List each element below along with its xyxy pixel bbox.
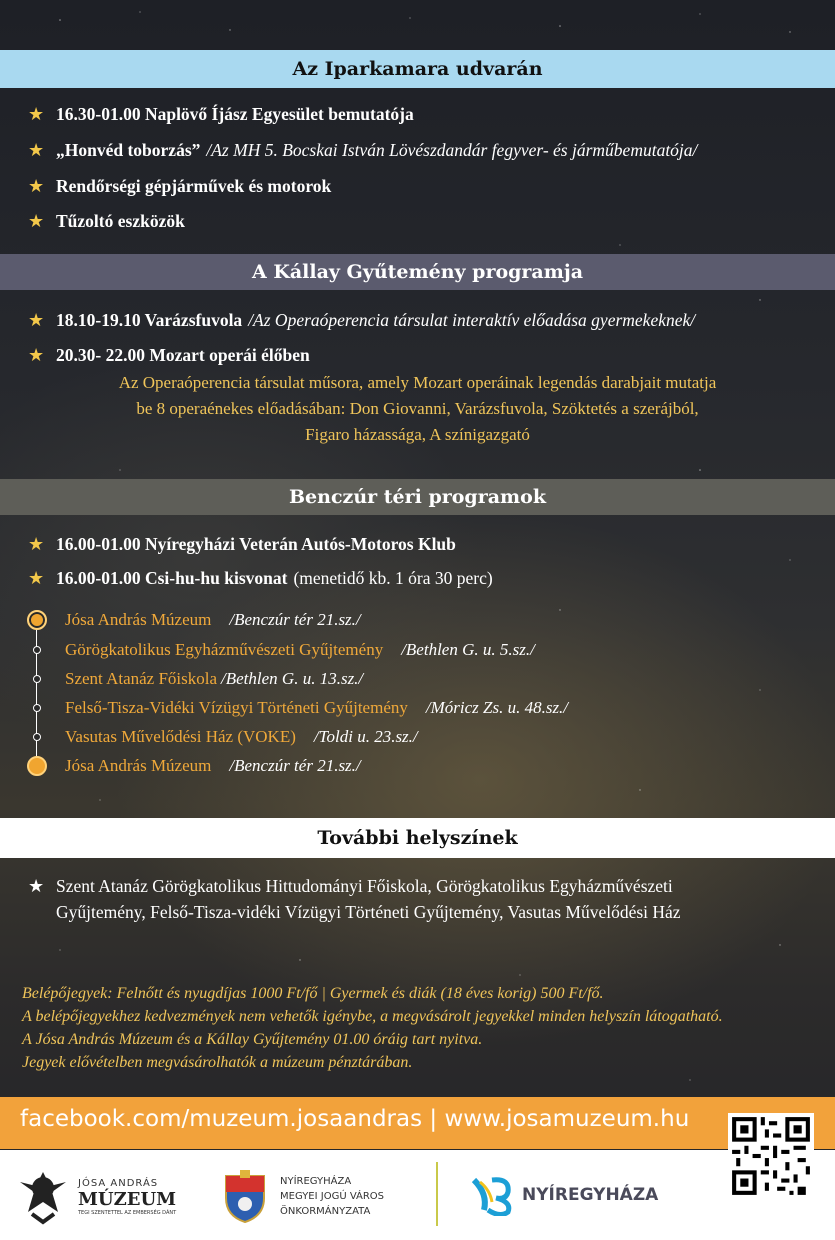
museum-emblem-icon [14,1168,72,1226]
star-icon: ★ [28,211,45,231]
nyiregyhaza-city-logo [222,1168,384,1224]
item-title: 18.10-19.10 Varázsfuvola [56,310,243,330]
list-item [28,345,310,366]
logo-line: NYÍREGYHÁZA [280,1175,352,1187]
section-header-tovabbi [0,818,835,858]
list-item [28,176,331,197]
links-bar [0,1097,835,1149]
logo-line: ÖNKORMÁNYZATA [280,1205,371,1217]
ticket-info [22,982,822,1074]
start-stop-icon [27,610,47,630]
stop-address: /Bethlen G. u. 5.sz./ [401,640,535,659]
brand-name: NYÍREGYHÁZA [522,1185,659,1205]
star-icon: ★ [28,876,45,896]
josa-museum-logo [14,1168,176,1226]
list-item [28,104,414,125]
stop-address: /Toldi u. 23.sz./ [313,727,418,746]
stop-address: /Benczúr tér 21.sz./ [229,610,361,629]
info-line: Jegyek elővételben megvásárolhatók a múzeum pénztárában. [22,1054,413,1071]
section-header-benczur [0,479,835,515]
divider [436,1162,438,1226]
star-icon: ★ [28,104,45,124]
star-icon: ★ [28,310,45,330]
coat-of-arms-icon [222,1168,268,1224]
logo-line: JÓSA ANDRÁS [78,1178,159,1189]
item-note: (menetidő kb. 1 óra 30 perc) [293,568,493,588]
star-icon: ★ [28,568,45,588]
logo-line: MÚZEUM [78,1189,177,1210]
item-title: „Honvéd toborzás” [56,140,201,160]
list-item [28,310,695,331]
stop-name: Felső-Tisza-Vidéki Vízügyi Történeti Gyűjtemény [65,698,408,717]
item-title: Tűzoltó eszközök [56,211,185,231]
qr-code-icon[interactable] [728,1113,814,1199]
location-line: Szent Atanáz Görögkatolikus Hittudományi Főiskola, Görögkatolikus Egyházművészeti [56,876,673,896]
section-title: A Kállay Gyűtemény programja [251,261,584,283]
logo-line: MEGYEI JOGÚ VÁROS [280,1190,385,1202]
item-note: /Az Operaóperencia társulat interaktív előadása gyermekeknek/ [248,310,696,330]
section-header-iparkamara [0,50,835,88]
stop-address: /Móricz Zs. u. 48.sz./ [425,698,569,717]
stop-name: Vasutas Művelődési Ház (VOKE) [65,727,296,746]
end-stop-icon [27,756,47,776]
section-title: Benczúr téri programok [289,486,546,508]
info-line: Belépőjegyek: Felnőtt és nyugdíjas 1000 Ft/fő | Gyermek és diák (18 éves korig) 500 Ft/fő. [22,985,604,1002]
logo-line: TEGI SZENTETTEL AZ EMBERSÉG DÁNT [78,1210,177,1216]
section-header-kallay [0,254,835,290]
info-line: A belépőjegyekhez kedvezmények nem vehetők igénybe, a megvásárolt jegyekkel minden helyszín látogatható. [22,1008,723,1025]
list-item [28,211,185,232]
item-title: Rendőrségi gépjárművek és motorok [56,176,332,196]
route-stop [27,756,361,776]
program-description [0,370,835,448]
nyiregyhaza-brand-logo [470,1174,658,1216]
star-icon: ★ [28,140,45,160]
item-title: 16.00-01.00 Csi-hu-hu kisvonat [56,568,288,588]
stop-address: /Benczúr tér 21.sz./ [229,756,361,775]
item-title: 16.00-01.00 Nyíregyházi Veterán Autós-Motoros Klub [56,534,456,554]
stop-address: /Bethlen G. u. 13.sz./ [221,669,364,688]
description-line: Az Operaóperencia társulat műsora, amely Mozart operáinak legendás darabjait mutatja [118,373,717,392]
route-stop [27,610,361,630]
stop-dot-icon [33,733,41,741]
route-stop [27,669,363,689]
info-line: A Jósa András Múzeum és a Kállay Gyűjtemény 01.00 óráig tart nyitva. [22,1031,483,1048]
list-item [28,534,456,555]
item-note: /Az MH 5. Bocskai István Lövészdandár fegyver- és járműbemutatója/ [206,140,698,160]
web-links[interactable]: facebook.com/muzeum.josaandras | www.josamuzeum.hu [20,1106,690,1132]
stop-dot-icon [33,704,41,712]
stop-dot-icon [33,646,41,654]
stop-name: Szent Atanáz Főiskola [65,669,218,688]
route-stop [27,727,418,747]
list-item [28,140,697,161]
star-icon: ★ [28,176,45,196]
route-stop [27,640,535,660]
route-stop [27,698,568,718]
description-line: be 8 operaénekes előadásában: Don Giovanni, Varázsfuvola, Szöktetés a szerájból, [136,399,699,418]
star-icon: ★ [28,534,45,554]
star-icon: ★ [28,345,45,365]
stop-dot-icon [33,675,41,683]
section-title: Az Iparkamara udvarán [292,58,543,80]
list-item [28,876,673,897]
brand-mark-icon [470,1174,520,1216]
stop-name: Görögkatolikus Egyházművészeti Gyűjtemény [65,640,384,659]
list-item [28,568,493,589]
item-title: 16.30-01.00 Naplövő Íjász Egyesület bemutatója [56,104,414,124]
description-line: Figaro házassága, A színigazgató [305,425,530,444]
footer-logos [0,1150,835,1240]
list-item-continuation [56,902,681,923]
section-title: További helyszínek [317,827,518,849]
location-line: Gyűjtemény, Felső-Tisza-vidéki Vízügyi Történeti Gyűjtemény, Vasutas Művelődési Ház [56,902,681,922]
stop-name: Jósa András Múzeum [65,756,212,775]
stop-name: Jósa András Múzeum [65,610,212,629]
item-title: 20.30- 22.00 Mozart operái élőben [56,345,310,365]
